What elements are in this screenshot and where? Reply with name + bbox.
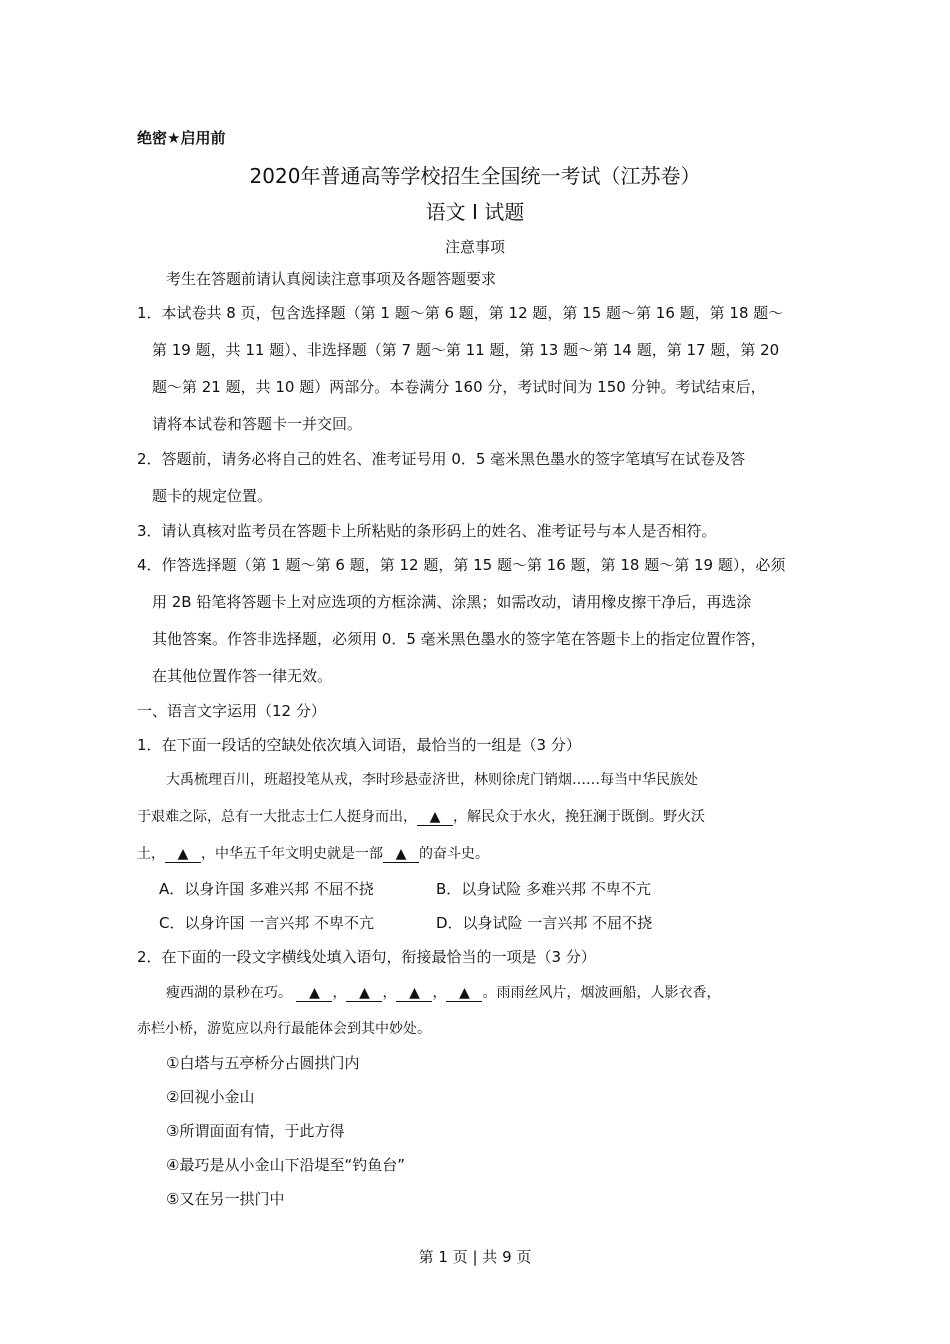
notice-line: 1．本试卷共 8 页，包含选择题（第 1 题～第 6 题，第 12 题，第 15 题～第 16 题，第 18 题～	[137, 304, 784, 322]
question-1-option-c: C．以身许国 一言兴邦 不卑不亢	[159, 914, 375, 932]
separator: ，	[332, 985, 347, 1001]
question-2-choice-1: ①白塔与五亭桥分占圆拱门内	[166, 1054, 360, 1072]
question-2-stem: 2．在下面的一段文字横线处填入语句，衔接最恰当的一项是（3 分）	[137, 948, 596, 966]
question-1-option-b: B．以身试险 多难兴邦 不卑不亢	[436, 880, 651, 898]
notice-line: 在其他位置作答一律无效。	[152, 667, 333, 685]
notice-line: 3．请认真核对监考员在答题卡上所粘贴的条形码上的姓名、准考证号与本人是否相符。	[137, 522, 717, 540]
section-heading: 一、语言文字运用（12 分）	[137, 702, 326, 720]
question-2-choice-5: ⑤又在另一拱门中	[166, 1190, 285, 1208]
notice-line: 请将本试卷和答题卡一并交回。	[152, 415, 363, 433]
notice-line: 题～第 21 题，共 10 题）两部分。本卷满分 160 分，考试时间为 150 分钟。考试结束后，	[152, 378, 766, 396]
blank-marker: ▲	[446, 986, 482, 1002]
blank-marker: ▲	[296, 986, 332, 1002]
passage-text: 瘦西湖的景秒在巧。	[166, 985, 292, 1001]
exam-subtitle: 语文 I 试题	[425, 200, 525, 224]
notice-line: 2．答题前，请务必将自己的姓名、准考证号用 0．5 毫米黑色墨水的签字笔填写在试卷及答	[137, 450, 746, 468]
passage-text: ，中华五千年文明史就是一部	[201, 846, 383, 862]
question-2-choice-4: ④最巧是从小金山下沿堤至“钓鱼台”	[166, 1156, 405, 1174]
question-2-passage-line	[166, 982, 720, 1002]
notice-line: 题卡的规定位置。	[152, 487, 273, 505]
separator: ，	[382, 985, 397, 1001]
blank-marker: ▲	[165, 847, 201, 863]
question-1-passage-line: 大禹梳理百川，班超投笔从戎，李时珍悬壶济世，林则徐虎门销烟……每当中华民族处	[166, 772, 698, 788]
question-1-stem: 1．在下面一段话的空缺处依次填入词语，最恰当的一组是（3 分）	[137, 736, 581, 754]
notice-intro: 考生在答题前请认真阅读注意事项及各题答题要求	[166, 270, 497, 288]
question-2-choice-3: ③所谓面面有情，于此方得	[166, 1122, 345, 1140]
exam-title: 2020年普通高等学校招生全国统一考试（江苏卷）	[249, 164, 701, 188]
question-1-passage-line	[137, 806, 705, 826]
question-2-passage-line: 赤栏小桥，游览应以舟行最能体会到其中妙处。	[137, 1021, 431, 1037]
notice-line: 其他答案。作答非选择题，必须用 0．5 毫米黑色墨水的签字笔在答题卡上的指定位置作答，	[152, 630, 766, 648]
notice-line: 4．作答选择题（第 1 题～第 6 题，第 12 题，第 15 题～第 16 题，第 18 题～第 19 题），必须	[137, 556, 786, 574]
blank-marker: ▲	[396, 986, 432, 1002]
passage-text: 土，	[137, 846, 165, 862]
blank-marker: ▲	[346, 986, 382, 1002]
question-1-option-a: A．以身许国 多难兴邦 不屈不挠	[159, 880, 374, 898]
blank-marker: ▲	[383, 847, 419, 863]
passage-text: 。雨雨丝风片，烟波画船，人影衣香，	[482, 985, 721, 1001]
notice-heading: 注意事项	[444, 238, 505, 256]
question-1-passage-line	[137, 843, 489, 863]
separator: ，	[432, 985, 447, 1001]
passage-text: 的奋斗史。	[419, 846, 489, 862]
page-footer: 第 1 页 | 共 9 页	[418, 1248, 532, 1266]
question-2-choice-2: ②回视小金山	[166, 1088, 255, 1106]
notice-line: 用 2B 铅笔将答题卡上对应选项的方框涂满、涂黑；如需改动，请用橡皮擦干净后，再选涂	[152, 593, 752, 611]
classification-label: 绝密★启用前	[137, 129, 226, 147]
passage-text: 于艰难之际，总有一大批志士仁人挺身而出，	[137, 809, 417, 825]
question-1-option-d: D．以身试险 一言兴邦 不屈不挠	[436, 914, 653, 932]
notice-line: 第 19 题，共 11 题）、非选择题（第 7 题～第 11 题，第 13 题～第 14 题，第 17 题，第 20	[152, 341, 780, 359]
passage-text: ，解民众于水火，挽狂澜于既倒。野火沃	[453, 809, 705, 825]
blank-marker: ▲	[417, 810, 453, 826]
